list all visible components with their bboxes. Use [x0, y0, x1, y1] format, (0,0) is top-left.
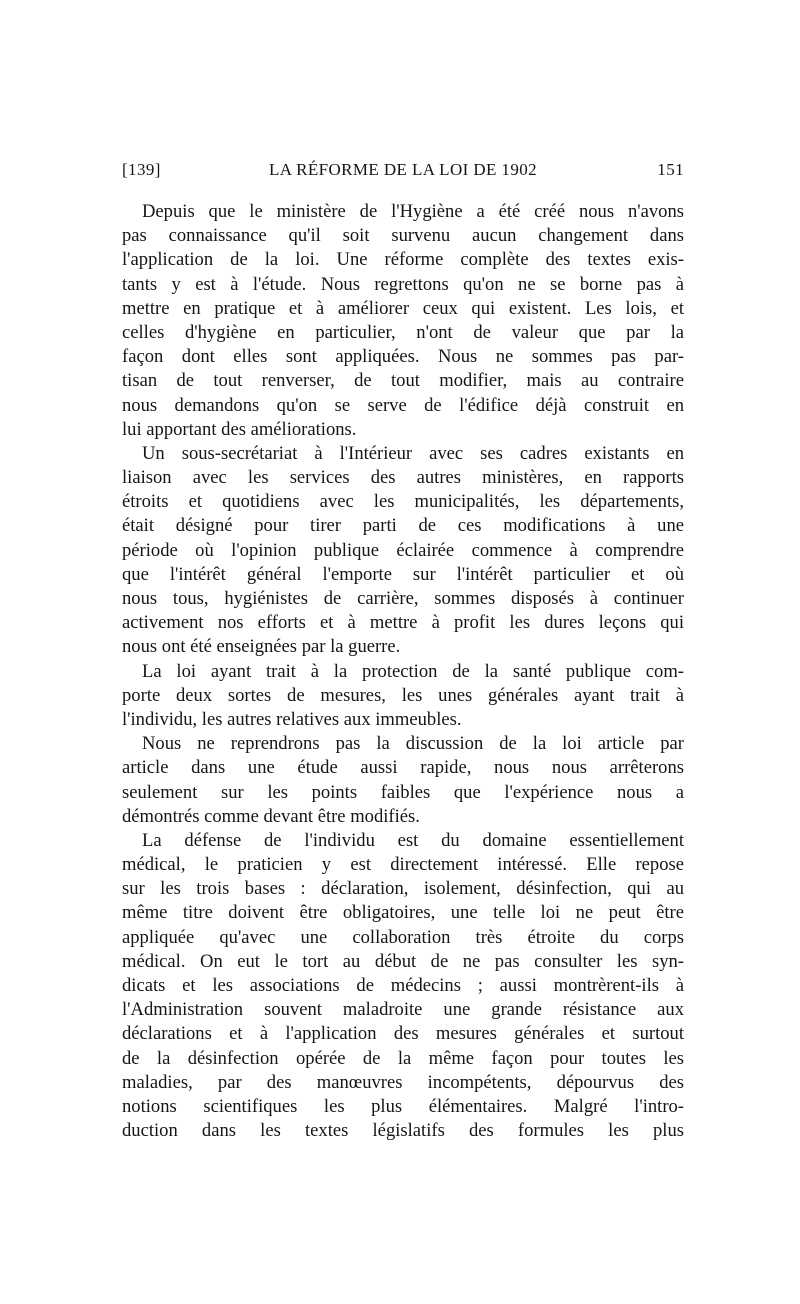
text-line: appliquée qu'avec une collaboration très étroite du corps — [122, 926, 684, 948]
text-line: médical. On eut le tort au début de ne pas consulter les syn- — [122, 950, 684, 972]
text-line: Nous ne reprendrons pas la discussion de la loi article par — [142, 733, 684, 755]
text-line: La défense de l'individu est du domaine essentiellement — [142, 829, 684, 851]
text-line: était désigné pour tirer parti de ces modifications à une — [122, 515, 684, 537]
text-line: l'Administration souvent maladroite une grande résistance aux — [122, 999, 684, 1021]
text-line: article dans une étude aussi rapide, nous nous arrêterons — [122, 757, 684, 779]
text-line: duction dans les textes législatifs des formules les plus — [122, 1120, 684, 1142]
text-line: façon dont elles sont appliquées. Nous ne sommes pas par- — [122, 346, 684, 368]
text-line: notions scientifiques les plus élémentaires. Malgré l'intro- — [122, 1095, 684, 1117]
text-line: démontrés comme devant être modifiés. — [122, 805, 420, 827]
text-line: pas connaissance qu'il soit survenu aucun changement dans — [122, 225, 684, 247]
text-line: même titre doivent être obligatoires, une telle loi ne peut être — [122, 902, 684, 924]
text-line: Un sous-secrétariat à l'Intérieur avec ses cadres existants en — [142, 442, 684, 464]
text-line: sur les trois bases : déclaration, isolement, désinfection, qui au — [122, 878, 684, 900]
text-line: mettre en pratique et à améliorer ceux qui existent. Les lois, et — [122, 297, 684, 319]
text-line: nous tous, hygiénistes de carrière, sommes disposés à continuer — [122, 588, 684, 609]
text-line: période où l'opinion publique éclairée commence à comprendre — [122, 539, 684, 561]
text-line: dicats et les associations de médecins ; aussi montrèrent-ils à — [122, 975, 684, 996]
page-number: 151 — [657, 160, 684, 179]
text-line: lui apportant des améliorations. — [122, 418, 357, 440]
section-number: [139] — [122, 160, 161, 179]
text-line: maladies, par des manœuvres incompétents, dépourvus des — [122, 1071, 684, 1093]
text-line: déclarations et à l'application des mesures générales et surtout — [122, 1023, 684, 1045]
text-line: liaison avec les services des autres ministères, en rapports — [122, 467, 684, 489]
body-text — [122, 200, 684, 1143]
running-title: LA RÉFORME DE LA LOI DE 1902 — [268, 160, 538, 179]
text-line: tants y est à l'étude. Nous regrettons qu'on ne se borne pas à — [122, 273, 684, 295]
text-line: l'individu, les autres relatives aux immeubles. — [122, 708, 462, 730]
text-line: étroits et quotidiens avec les municipalités, les départements, — [122, 491, 684, 513]
text-line: seulement sur les points faibles que l'expérience nous a — [122, 781, 684, 803]
text-line: que l'intérêt général l'emporte sur l'intérêt particulier et où — [122, 563, 684, 585]
text-line: porte deux sortes de mesures, les unes générales ayant trait à — [122, 684, 684, 706]
text-line: celles d'hygiène en particulier, n'ont de valeur que par la — [122, 321, 684, 343]
text-line: l'application de la loi. Une réforme complète des textes exis- — [122, 249, 684, 271]
text-line: nous ont été enseignées par la guerre. — [122, 636, 401, 658]
text-line: médical, le praticien y est directement intéressé. Elle repose — [122, 854, 684, 876]
text-line: tisan de tout renverser, de tout modifier, mais au contraire — [122, 370, 684, 392]
text-line: nous demandons qu'on se serve de l'édifice déjà construit en — [122, 394, 684, 416]
text-line: activement nos efforts et à mettre à profit les dures leçons qui — [122, 612, 684, 634]
text-line: Depuis que le ministère de l'Hygiène a été créé nous n'avons — [142, 201, 684, 222]
running-head — [122, 160, 684, 184]
text-line: La loi ayant trait à la protection de la santé publique com- — [142, 660, 684, 682]
text-line: de la désinfection opérée de la même façon pour toutes les — [122, 1047, 684, 1069]
